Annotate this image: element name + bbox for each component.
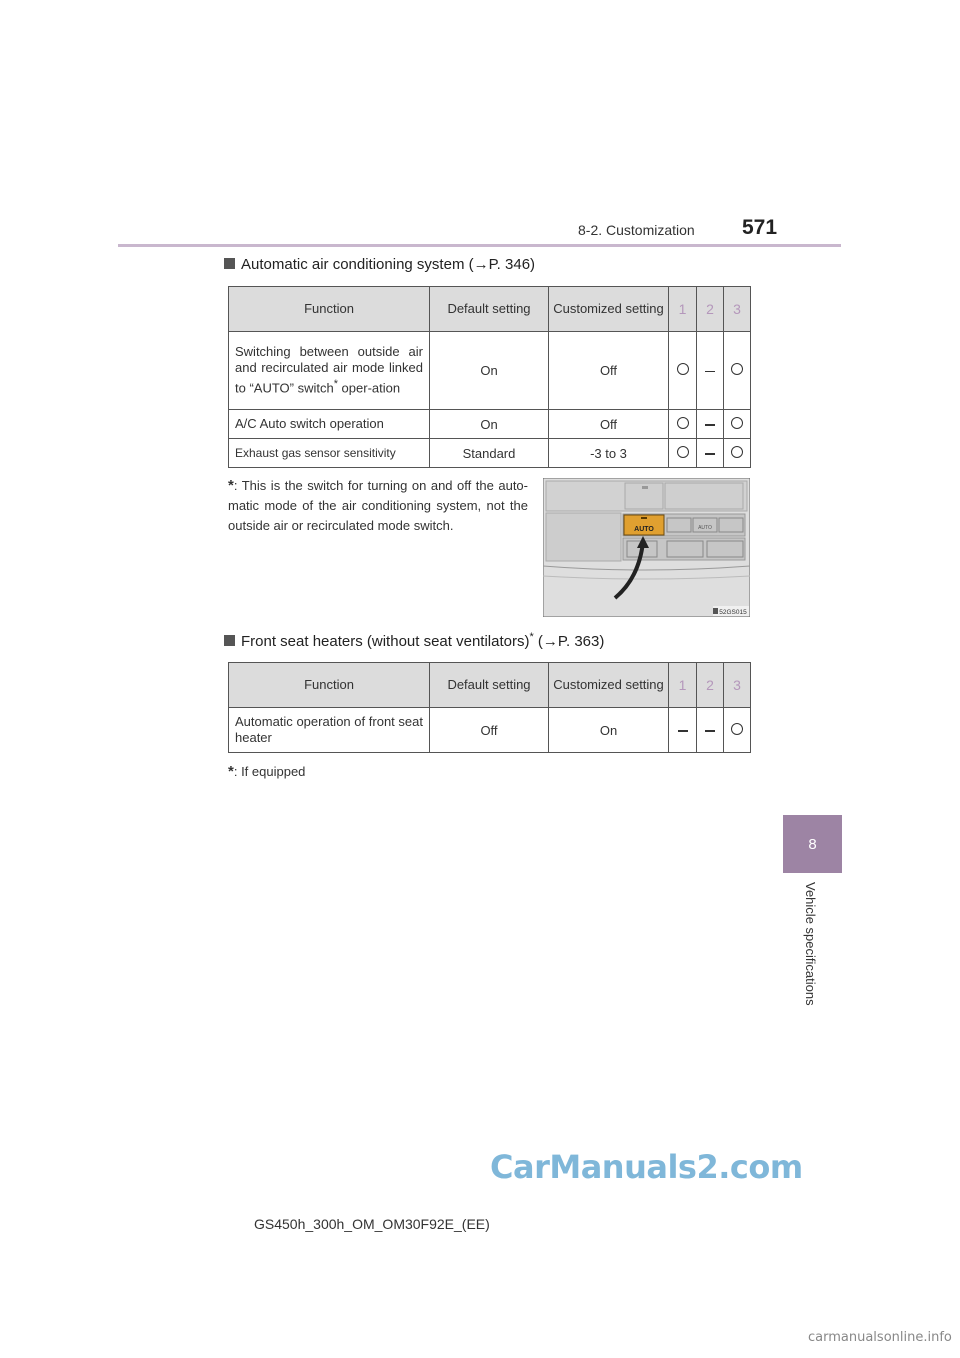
circle-icon <box>669 332 697 410</box>
watermark-online[interactable]: carmanualsonline.info <box>808 1330 952 1345</box>
section-heading-seat-heaters: Front seat heaters (without seat ventilators)* (→P. 363) <box>224 631 604 650</box>
table-header-row <box>229 663 751 708</box>
row-default-value: On <box>430 332 549 410</box>
dash-icon <box>697 439 724 468</box>
page-number: 571 <box>742 216 778 239</box>
row-function: A/C Auto switch operation <box>229 410 430 439</box>
auto-button-label: AUTO <box>634 526 654 533</box>
header-divider <box>118 244 841 247</box>
square-bullet-icon <box>224 635 235 646</box>
column-header-customized: Customized setting <box>549 287 669 332</box>
row-customized-value: Off <box>549 410 669 439</box>
auto-small-label: AUTO <box>698 525 712 531</box>
document-code: GS450h_300h_OM_OM30F92E_(EE) <box>254 1216 490 1232</box>
table-row <box>229 410 751 439</box>
circle-icon <box>724 439 751 468</box>
customization-table-seat-heaters <box>228 662 751 753</box>
column-header-3: 3 <box>724 287 751 332</box>
circle-icon <box>669 410 697 439</box>
row-default-value: Standard <box>430 439 549 468</box>
arrow-right-icon: → <box>473 256 489 273</box>
column-header-3: 3 <box>724 663 751 708</box>
ac-control-panel-illustration <box>543 478 750 617</box>
column-header-2: 2 <box>697 663 724 708</box>
column-header-function: Function <box>229 663 430 708</box>
row-function: Exhaust gas sensor sensitivity <box>229 439 430 468</box>
arrow-right-icon: → <box>542 633 558 650</box>
dash-icon <box>697 332 724 410</box>
column-header-function: Function <box>229 287 430 332</box>
column-header-default: Default setting <box>430 663 549 708</box>
row-default-value: On <box>430 410 549 439</box>
page-ref-link[interactable]: P. 363) <box>557 633 605 650</box>
column-header-1: 1 <box>669 663 697 708</box>
row-customized-value: -3 to 3 <box>549 439 669 468</box>
row-default-value: Off <box>430 708 549 753</box>
row-customized-value: Off <box>549 332 669 410</box>
row-function: Switching between outside air and recirculated air mode linked to “AUTO” switch* oper-ation <box>229 332 430 410</box>
footnote-auto-switch: *: This is the switch for turning on and off the auto-matic mode of the air conditioning system, not the outside air or recirculated mode switch. <box>228 477 528 533</box>
footnote-if-equipped: *: If equipped <box>228 763 306 780</box>
table-header-row <box>229 287 751 332</box>
circle-icon <box>724 332 751 410</box>
watermark-carmanuals[interactable]: CarManuals2.com <box>490 1148 803 1186</box>
table-row <box>229 439 751 468</box>
row-customized-value: On <box>549 708 669 753</box>
illustration-code: 52GS015 <box>719 609 747 616</box>
customization-table-air-conditioning <box>228 286 751 468</box>
chapter-label: Vehicle specifications <box>803 882 818 1006</box>
column-header-2: 2 <box>697 287 724 332</box>
column-header-1: 1 <box>669 287 697 332</box>
circle-icon <box>669 439 697 468</box>
row-function: Automatic operation of front seat heater <box>229 708 430 753</box>
square-bullet-icon <box>224 258 235 269</box>
table-row <box>229 708 751 753</box>
section-title: 8-2. Customization <box>578 222 695 238</box>
dash-icon <box>697 410 724 439</box>
section-heading-air-conditioning: Automatic air conditioning system (→P. 346) <box>224 256 535 273</box>
circle-icon <box>724 410 751 439</box>
dash-icon <box>669 708 697 753</box>
circle-icon <box>724 708 751 753</box>
dash-icon <box>697 708 724 753</box>
column-header-customized: Customized setting <box>549 663 669 708</box>
page-ref-link[interactable]: P. 346) <box>488 256 536 273</box>
chapter-tab[interactable]: 8 <box>783 815 842 873</box>
column-header-default: Default setting <box>430 287 549 332</box>
table-row <box>229 332 751 410</box>
